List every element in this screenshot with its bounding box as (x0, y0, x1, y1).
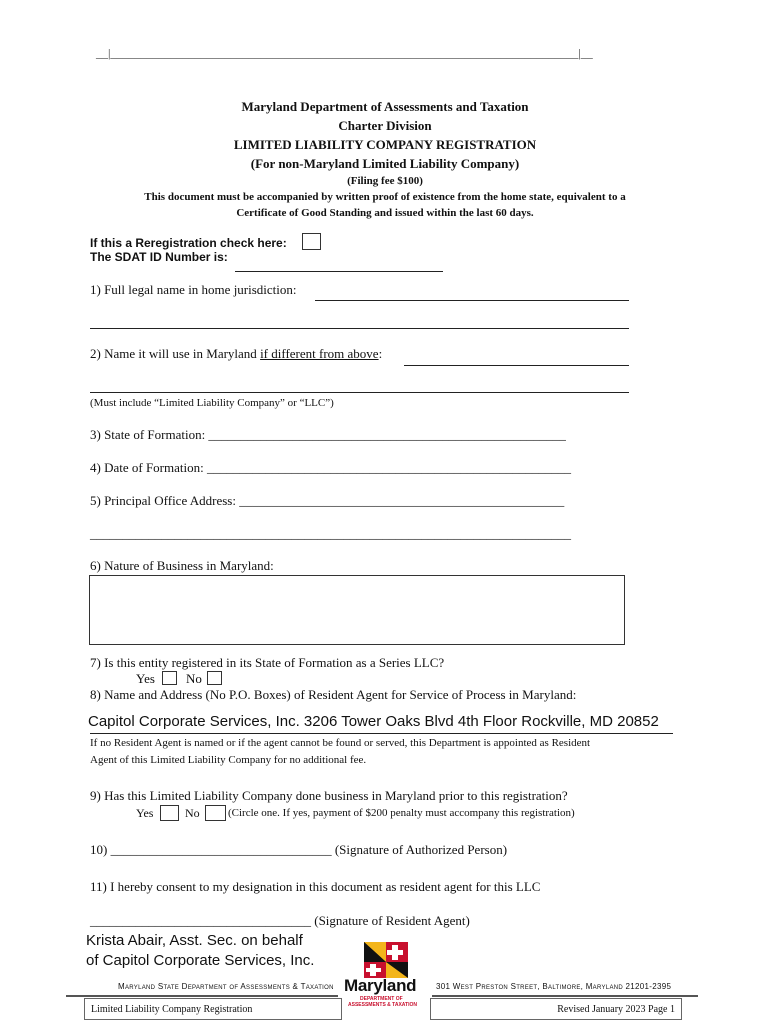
top-marker: __|______________________________________________________________________________|__ (96, 46, 593, 60)
signer-line-2: of Capitol Corporate Services, Inc. (86, 952, 315, 969)
footer-dept-name: Maryland State Department of Assessments & Taxation (118, 982, 334, 991)
logo-sub-1: DEPARTMENT OF (360, 996, 403, 1002)
q7-label: 7) Is this entity registered in its State of Formation as a Series LLC? (90, 655, 445, 670)
q1-field-line1[interactable] (315, 300, 629, 301)
q7-yes-label: Yes (136, 671, 155, 686)
q1-field-line2[interactable] (90, 328, 629, 329)
q2-label-underlined: if different from above (260, 346, 379, 361)
q8-note-1: If no Resident Agent is named or if the agent cannot be found or served, this Department is appointed as Resident (90, 737, 591, 749)
division-title: Charter Division (338, 118, 432, 133)
logo-sub-2: ASSESSMENTS & TAXATION (348, 1002, 417, 1008)
q7-no-label: No (186, 671, 202, 686)
reregistration-checkbox[interactable] (302, 233, 321, 250)
resident-agent-value[interactable]: Capitol Corporate Services, Inc. 3206 Tower Oaks Blvd 4th Floor Rockville, MD 20852 (88, 713, 659, 730)
q9-yes-label: Yes (136, 806, 154, 820)
requirement-note-2: Certificate of Good Standing and issued within the last 60 days. (236, 207, 534, 219)
q9-no-checkbox[interactable] (205, 805, 226, 821)
form-subtitle: (For non-Maryland Limited Liability Company) (250, 156, 520, 171)
form-title: LIMITED LIABILITY COMPANY REGISTRATION (233, 137, 537, 152)
resident-agent-line (90, 733, 673, 734)
footer-address: 301 West Preston Street, Baltimore, Maryland 21201-2395 (436, 982, 672, 991)
q5-line2[interactable]: __________________________________________________________________________ (90, 526, 571, 541)
q6-label: 6) Nature of Business in Maryland: (90, 558, 274, 573)
q5-label[interactable]: 5) Principal Office Address: __________________________________________________ (90, 493, 565, 508)
sdat-id-field[interactable] (235, 271, 443, 272)
filing-fee: (Filing fee $100) (347, 175, 423, 187)
q11-signature-agent[interactable]: __________________________________ (Signature of Resident Agent) (90, 913, 470, 928)
footer-revised: Revised January 2023 Page 1 (557, 1004, 675, 1015)
q7-no-checkbox[interactable] (207, 671, 222, 685)
q4-label[interactable]: 4) Date of Formation: ________________________________________________________ (90, 460, 571, 475)
q9-no-label: No (185, 806, 200, 820)
footer-rule-right (432, 995, 698, 997)
footer-form-name-box (84, 998, 342, 1020)
sdat-id-label: The SDAT ID Number is: (90, 250, 228, 264)
q10-signature-authorized[interactable]: 10) __________________________________ (Signature of Authorized Person) (90, 842, 508, 857)
footer-rule-left (66, 995, 338, 997)
signer-line-1: Krista Abair, Asst. Sec. on behalf (86, 932, 303, 949)
q2-note: (Must include “Limited Liability Company” or “LLC”) (90, 397, 334, 409)
q9-yes-checkbox[interactable] (160, 805, 179, 821)
q3-label[interactable]: 3) State of Formation: _______________________________________________________ (90, 427, 566, 442)
reregistration-label: If this a Reregistration check here: (90, 236, 287, 250)
requirement-note-1: This document must be accompanied by written proof of existence from the home state, equivalent to a (144, 191, 626, 203)
q8-note-2: Agent of this Limited Liability Company for no additional fee. (90, 754, 367, 766)
maryland-logo (340, 940, 432, 1012)
logo-wordmark: Maryland (344, 976, 417, 995)
q2-label (90, 346, 382, 362)
q9-label: 9) Has this Limited Liability Company done business in Maryland prior to this registration? (90, 788, 568, 803)
q2-label-prefix: 2) Name it will use in Maryland (90, 346, 261, 361)
agency-title: Maryland Department of Assessments and Taxation (241, 99, 529, 114)
q8-label: 8) Name and Address (No P.O. Boxes) of Resident Agent for Service of Process in Maryland: (90, 687, 577, 702)
q9-note: (Circle one. If yes, payment of $200 penalty must accompany this registration) (228, 807, 575, 819)
q1-label: 1) Full legal name in home jurisdiction: (90, 282, 297, 297)
maryland-flag-icon (340, 940, 432, 980)
q7-yes-checkbox[interactable] (162, 671, 177, 685)
q2-field-line1[interactable] (404, 365, 629, 366)
q2-label-suffix: : (378, 346, 383, 361)
footer-form-name: Limited Liability Company Registration (91, 1004, 253, 1015)
q11-label: 11) I hereby consent to my designation in this document as resident agent for this LLC (90, 879, 541, 894)
q2-field-line2[interactable] (90, 392, 629, 393)
footer-revised-box (430, 998, 682, 1020)
nature-of-business-textarea[interactable] (89, 575, 625, 645)
